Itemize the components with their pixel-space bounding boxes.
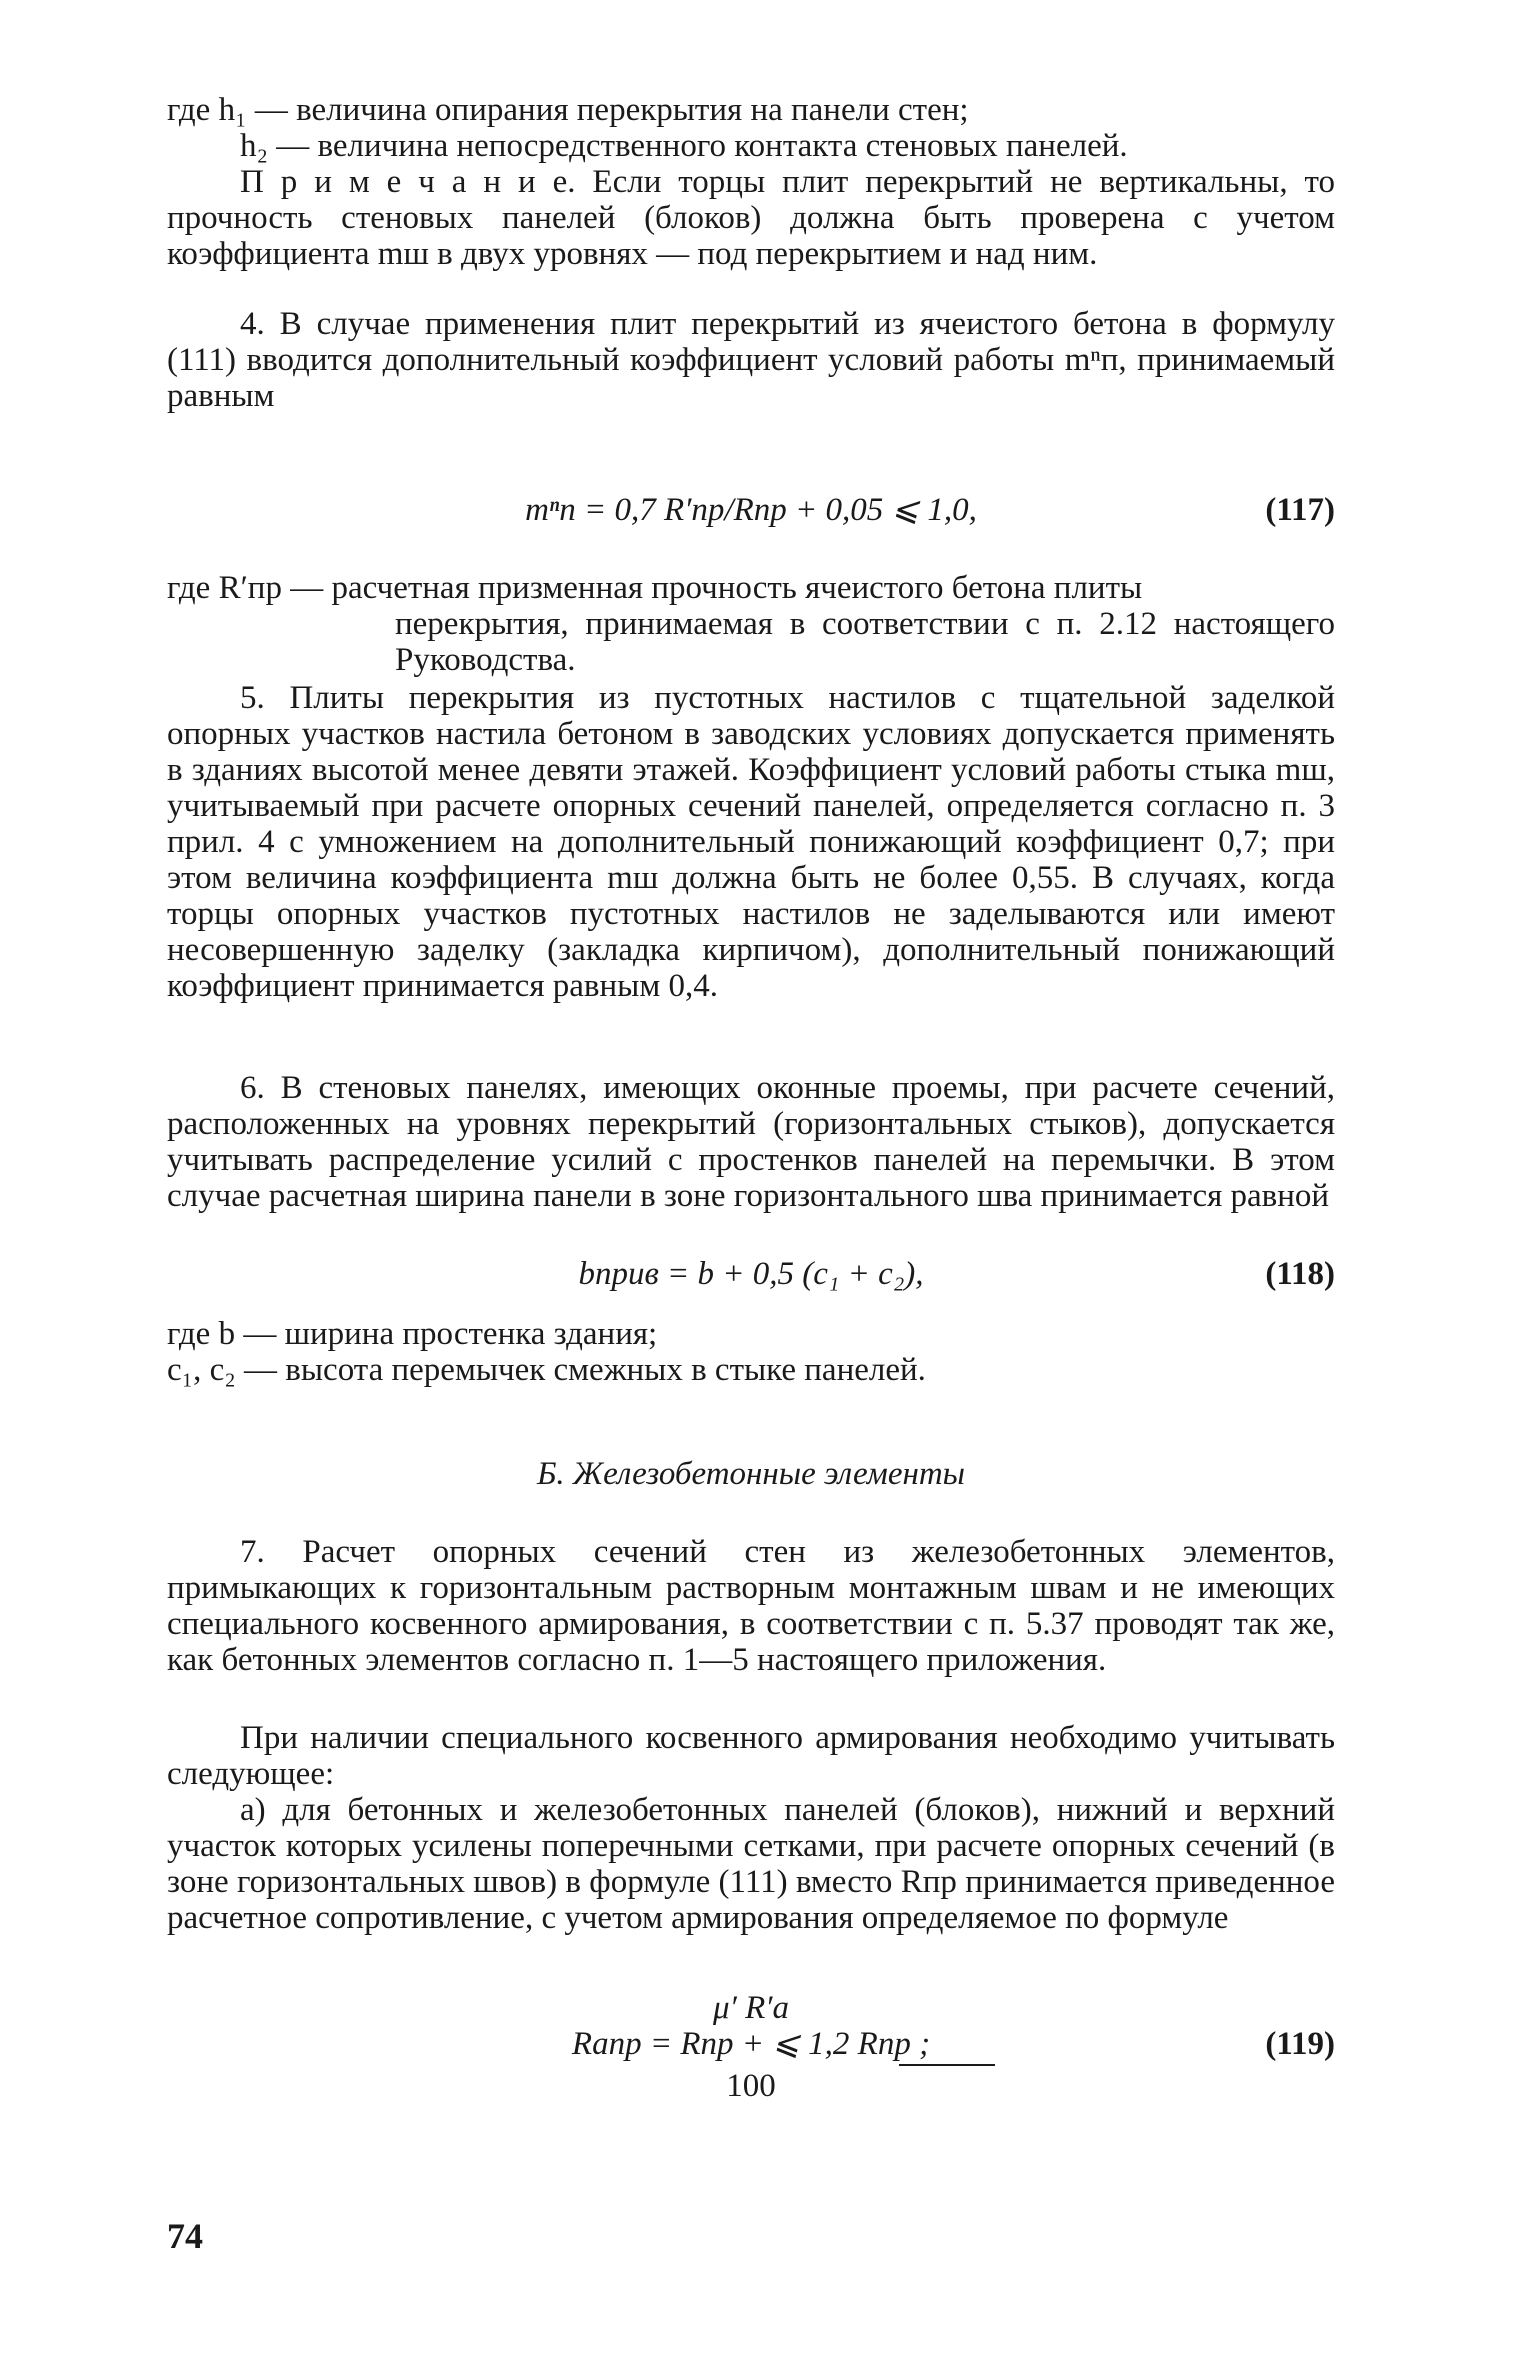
definition-r-pr: где R′пр — расчетная призменная прочность ячеистого бетона плиты bbox=[167, 570, 1143, 606]
paragraph-4: 4. В случае применения плит перекрытий из ячеистого бетона в формулу (111) вводится дополнительный коэффициент условий работы mⁿп, принимаемый равным bbox=[167, 306, 1335, 414]
equation-117-number: (117) bbox=[1265, 492, 1335, 528]
paragraph-8: При наличии специального косвенного армирования необходимо учитывать следующее: bbox=[167, 1720, 1335, 1792]
note-paragraph: П р и м е ч а н и е. Если торцы плит перекрытий не вертикальны, то прочность стеновых панелей (блоков) должна быть проверена с учетом коэффициента mш в двух уровнях — под перекрытием и над ним. bbox=[167, 164, 1335, 272]
equation-119-body: Rапр = Rпр + ⩽ 1,2 Rпр ; bbox=[571, 2026, 931, 2062]
paragraph-5: 5. Плиты перекрытия из пустотных настилов с тщательной заделкой опорных участков настила бетоном в заводских условиях допускается применять в зданиях высотой менее девяти этажей. Коэффициент условий работы стыка mш, учитываемый при расчете опорных сечений панелей, определяется согласно п. 3 прил. 4 с умножением на дополнительный понижающий коэффициент 0,7; при этом величина коэффициента mш должна быть не более 0,55. В случаях, когда торцы опорных участков пустотных настилов не заделываются или имеют несовершенную заделку (закладка кирпичом), дополнительный понижающий коэффициент принимается равным 0,4. bbox=[167, 680, 1335, 1004]
equation-118-body: bприв = b + 0,5 (c₁ + c₂), bbox=[578, 1256, 924, 1292]
equation-119-number: (119) bbox=[1265, 2026, 1335, 2062]
equation-117 bbox=[167, 492, 1335, 552]
section-heading: Б. Железобетонные элементы bbox=[536, 1456, 966, 1492]
definition-c: c₁, c₂ — высота перемычек смежных в стыке панелей. bbox=[167, 1352, 926, 1388]
fraction-bar bbox=[899, 2064, 995, 2066]
definition-h1: где h₁ — величина опирания перекрытия на панели стен; bbox=[167, 92, 969, 128]
page-number: 74 bbox=[167, 2216, 203, 2256]
paragraph-9: а) для бетонных и железобетонных панелей (блоков), нижний и верхний участок которых усилены поперечными сетками, при расчете опорных сечений (в зоне горизонтальных швов) в формуле (111) вместо Rпр принимается приведенное расчетное сопротивление, с учетом армирования определяемое по формуле bbox=[167, 1792, 1335, 1936]
equation-117-body: mⁿп = 0,7 R′пр/Rпр + 0,05 ⩽ 1,0, bbox=[525, 492, 977, 528]
equation-119 bbox=[167, 1990, 1335, 2110]
equation-119-denominator: 100 bbox=[726, 2068, 776, 2104]
definition-h2: h₂ — величина непосредственного контакта стеновых панелей. bbox=[240, 128, 1128, 164]
equation-118 bbox=[167, 1256, 1335, 1316]
paragraph-7: 7. Расчет опорных сечений стен из железобетонных элементов, примыкающих к горизонтальным растворным монтажным швам и не имеющих специального косвенного армирования, в соответствии с п. 5.37 проводят так же, как бетонных элементов согласно п. 1—5 настоящего приложения. bbox=[167, 1534, 1335, 1678]
definition-b: где b — ширина простенка здания; bbox=[167, 1316, 658, 1352]
paragraph-6: 6. В стеновых панелях, имеющих оконные проемы, при расчете сечений, расположенных на уровнях перекрытий (горизонтальных стыков), допускается учитывать распределение усилий с простенков панелей на перемычки. В этом случае расчетная ширина панели в зоне горизонтального шва принимается равной bbox=[167, 1070, 1335, 1214]
definition-r-pr-cont: перекрытия, принимаемая в соответствии с п. 2.12 настоящего Руководства. bbox=[395, 606, 1335, 678]
equation-119-numerator: μ′ R′а bbox=[713, 1990, 789, 2026]
equation-118-number: (118) bbox=[1265, 1256, 1335, 1292]
